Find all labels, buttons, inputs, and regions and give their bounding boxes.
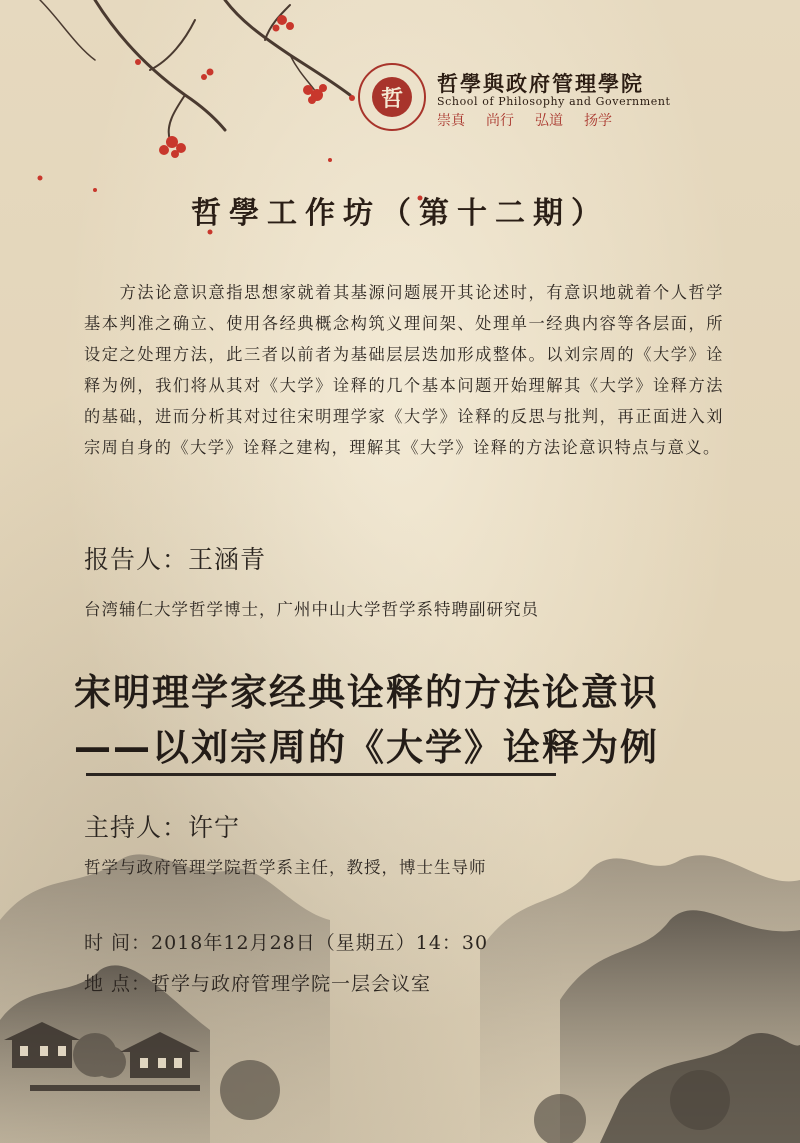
- motto-word: 崇真: [437, 113, 465, 129]
- talk-title-line: 宋明理学家经典诠释的方法论意识: [74, 671, 659, 714]
- host-name: 主持人：许宁: [84, 813, 241, 842]
- school-motto: [437, 110, 612, 130]
- host-description: 哲学与政府管理学院哲学系主任，教授，博士生导师: [84, 858, 487, 877]
- motto-word: 弘道: [535, 113, 563, 129]
- school-name-chinese: 哲學與政府管理學院: [437, 71, 644, 96]
- title-underline-divider: [86, 773, 556, 776]
- motto-word: 扬学: [584, 113, 612, 129]
- talk-title: [74, 665, 734, 775]
- talk-subtitle-line: ——以刘宗周的《大学》诠释为例: [74, 726, 659, 769]
- school-name-english: School of Philosophy and Government: [437, 95, 671, 108]
- school-seal-logo: [358, 63, 426, 131]
- speaker-name: 报告人：王涵青: [84, 545, 267, 574]
- seal-character: 哲: [372, 77, 412, 117]
- talk-abstract: 方法论意识意指思想家就着其基源问题展开其论述时，有意识地就着个人哲学基本判准之确立、使用各经典概念构筑义理间架、处理单一经典内容等各层面，所设定之处理方法，此三者以前者为基础层层迭加形成整体。以刘宗周的《大学》诠释为例，我们将从其对《大学》诠释的几个基本问题开始理解其《大学》诠释方法的基础，进而分析其对过往宋明理学家《大学》诠释的反思与批判，再正面进入刘宗周自身的《大学》诠释之建构，理解其《大学》诠释的方法论意识特点与意义。: [84, 283, 724, 457]
- motto-word: 尚行: [486, 113, 514, 129]
- speaker-description: 台湾辅仁大学哲学博士，广州中山大学哲学系特聘副研究员: [84, 600, 539, 619]
- event-time: 时 间：2018年12月28日（星期五）14：30: [84, 932, 489, 954]
- workshop-series-title: 哲學工作坊（第十二期）: [191, 196, 609, 231]
- event-location: 地 点：哲学与政府管理学院一层会议室: [84, 973, 432, 995]
